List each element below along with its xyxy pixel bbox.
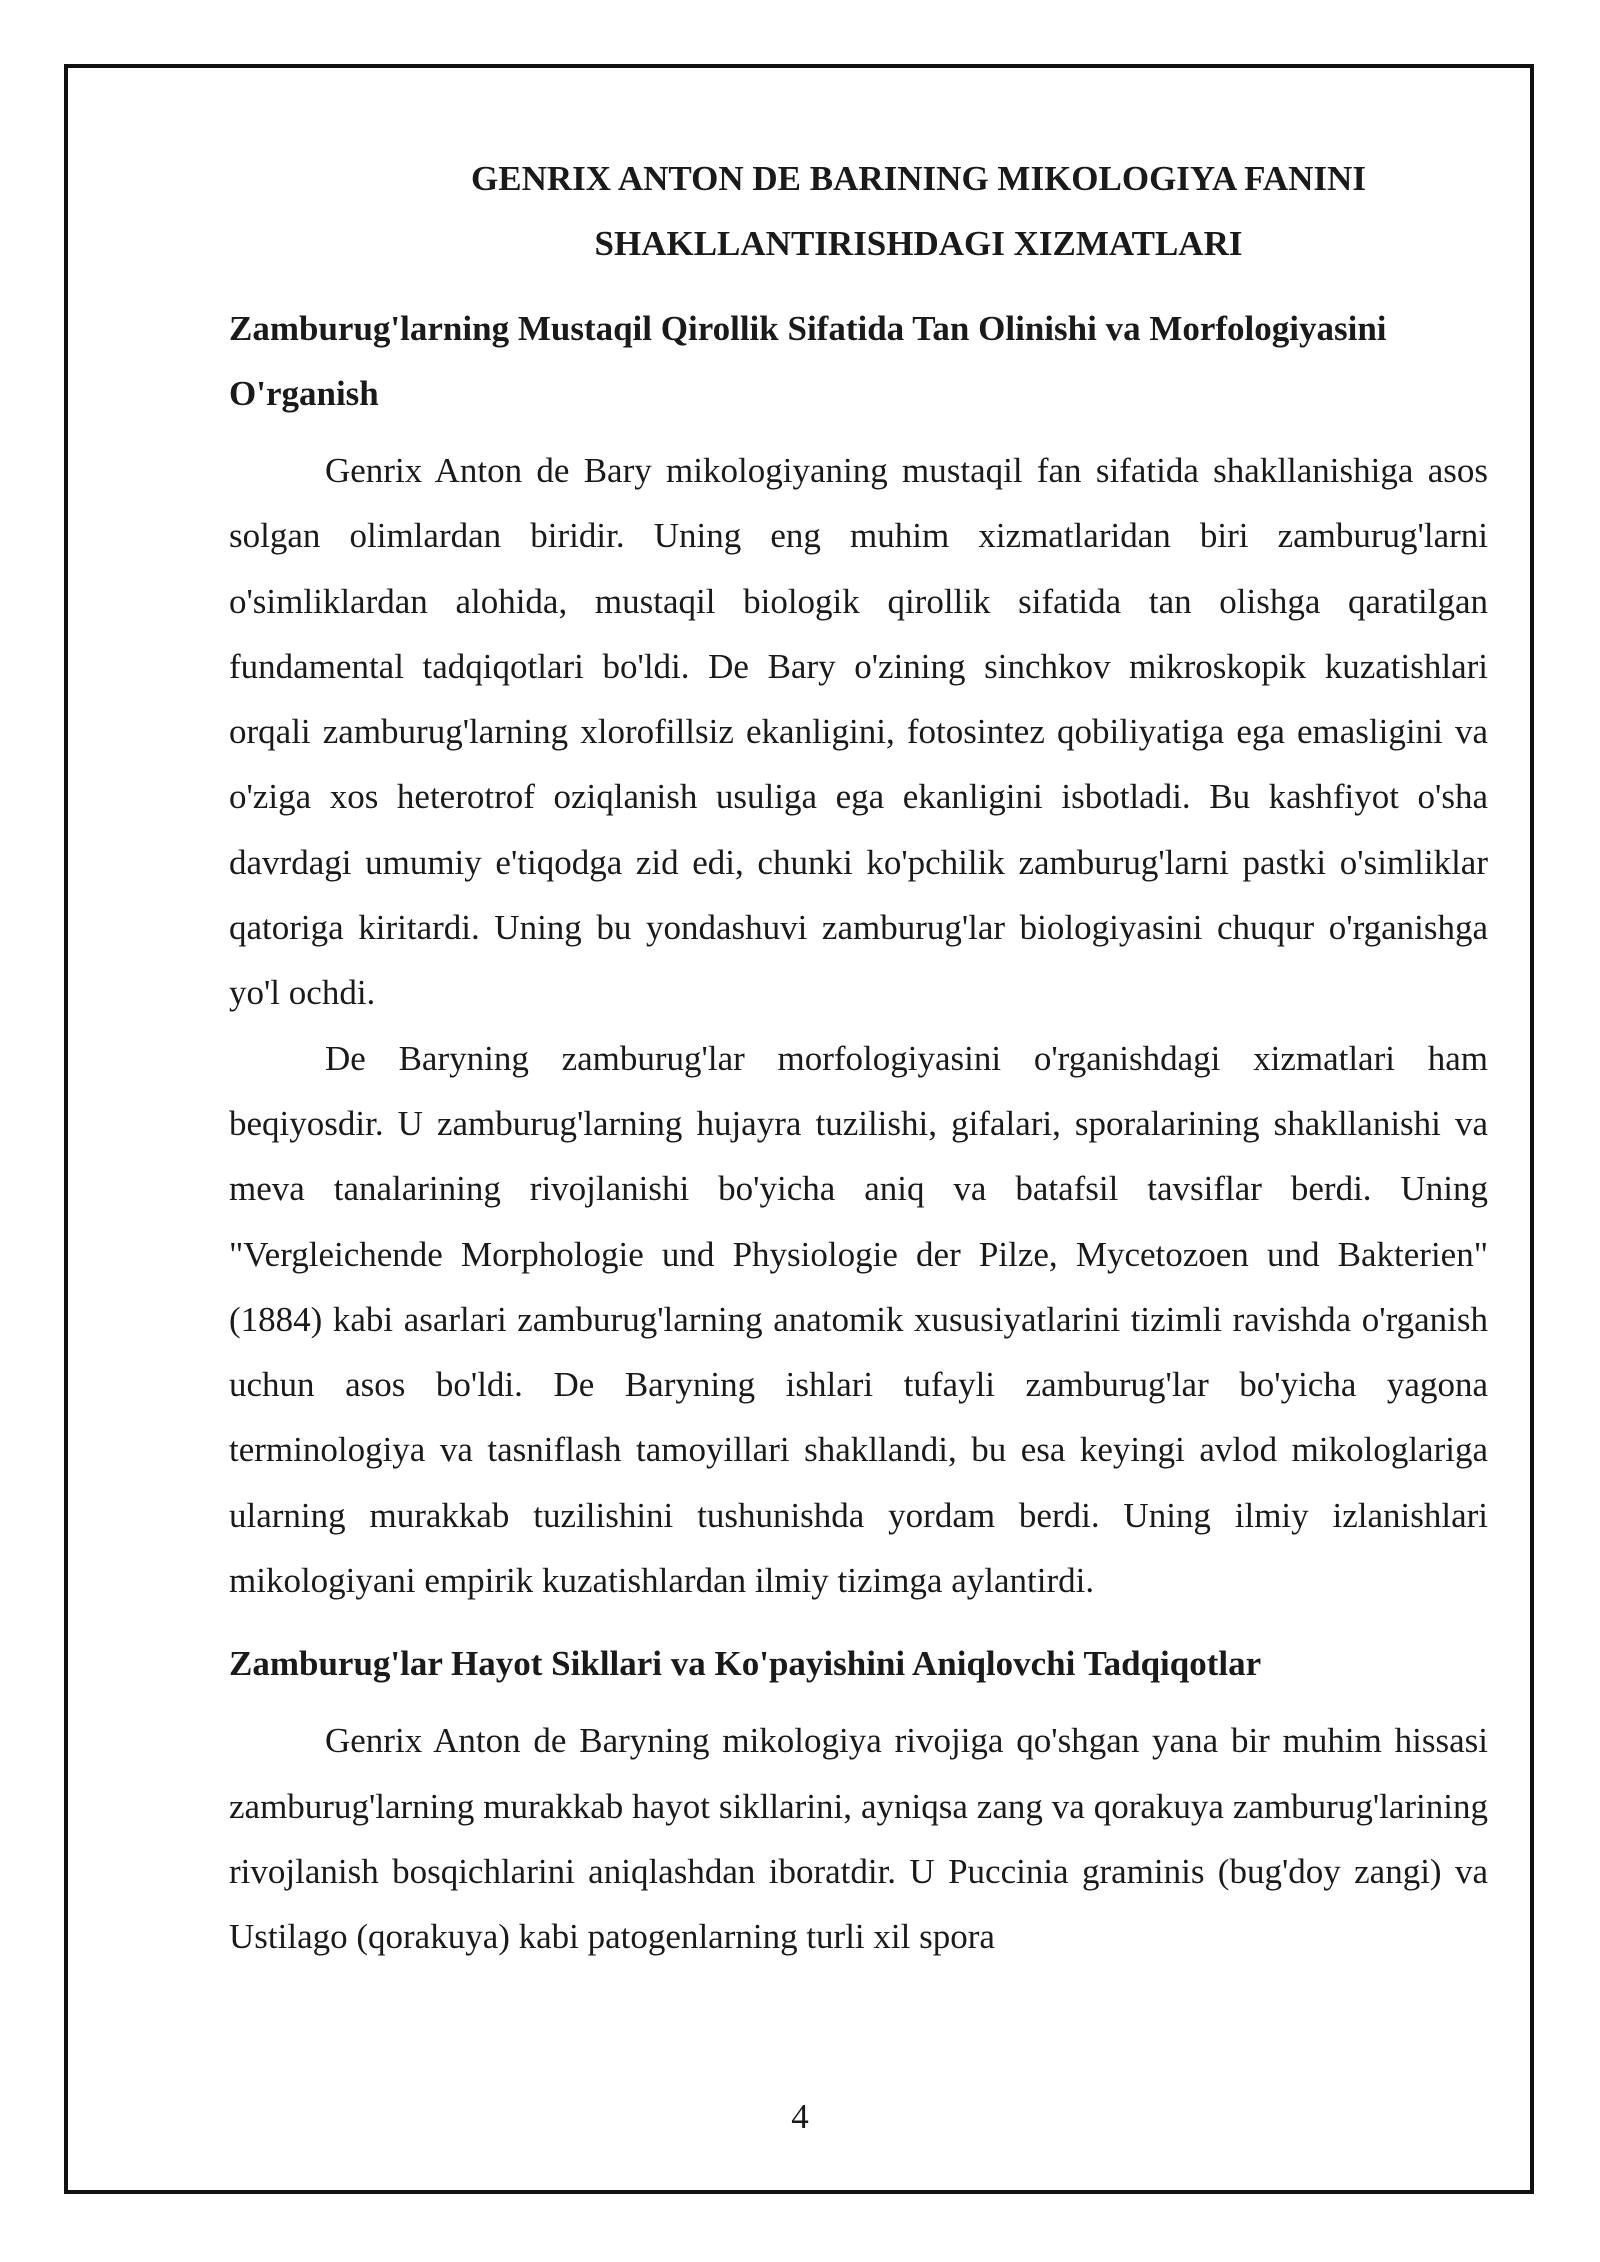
section-heading-life-cycles: Zamburug'lar Hayot Sikllari va Ko'payishini Aniqlovchi Tadqiqotlar (229, 1644, 1262, 1684)
document-body (229, 146, 1488, 1970)
paragraph: Genrix Anton de Baryning mikologiya rivojiga qo'shgan yana bir muhim hissasi zamburug'larning murakkab hayot sikllarini, ayniqsa zang va qorakuya zamburug'larining rivojlanish bosqichlarini aniqlashdan iboratdir. U Puccinia graminis (bug'doy zangi) va Ustilago (qorakuya) kabi patogenlarning turli xil spora (229, 1721, 1488, 1957)
paragraph: Genrix Anton de Bary mikologiyaning mustaqil fan sifatida shakllanishiga asos solgan olimlardan biridir. Uning eng muhim xizmatlaridan biri zamburug'larni o'simliklardan alohida, mustaqil biologik qirollik sifatida tan olishga qaratilgan fundamental tadqiqotlari bo'ldi. De Bary o'zining sinchkov mikroskopik kuzatishlari orqali zamburug'larning xlorofillsiz ekanligini, fotosintez qobiliyatiga ega emasligini va o'ziga xos heterotrof oziqlanish usuliga ega ekanligini isbotladi. Bu kashfiyot o'sha davrdagi umumiy e'tiqodga zid edi, chunki ko'pchilik zamburug'larni pastki o'simliklar qatoriga kiritardi. Uning bu yondashuvi zamburug'lar biologiyasini chuqur o'rganishga yo'l ochdi. (229, 451, 1488, 1013)
document-title (229, 146, 1488, 276)
title-line-2: SHAKLLANTIRISHDAGI XIZMATLARI (594, 224, 1243, 263)
paragraph: De Baryning zamburug'lar morfologiyasini o'rganishdagi xizmatlari ham beqiyosdir. U zamburug'larning hujayra tuzilishi, gifalari, sporalarining shakllanishi va meva tanalarining rivojlanishi bo'yicha aniq va batafsil tavsiflar berdi. Uning "Vergleichende Morphologie und Physiologie der Pilze, Mycetozoen und Bakterien" (1884) kabi asarlari zamburug'larning anatomik xususiyatlarini tizimli ravishda o'rganish uchun asos bo'ldi. De Baryning ishlari tufayli zamburug'lar bo'yicha yagona terminologiya va tasniflash tamoyillari shakllandi, bu esa keyingi avlod mikologlariga ularning murakkab tuzilishini tushunishda yordam berdi. Uning ilmiy izlanishlari mikologiyani empirik kuzatishlardan ilmiy tizimga aylantirdi. (229, 1038, 1488, 1601)
section-heading-recognition: Zamburug'larning Mustaqil Qirollik Sifatida Tan Olinishi va Morfologiyasini O'rganish (229, 309, 1387, 413)
page-number: 4 (791, 2097, 809, 2136)
title-line-1: GENRIX ANTON DE BARINING MIKOLOGIYA FANINI (471, 159, 1366, 198)
